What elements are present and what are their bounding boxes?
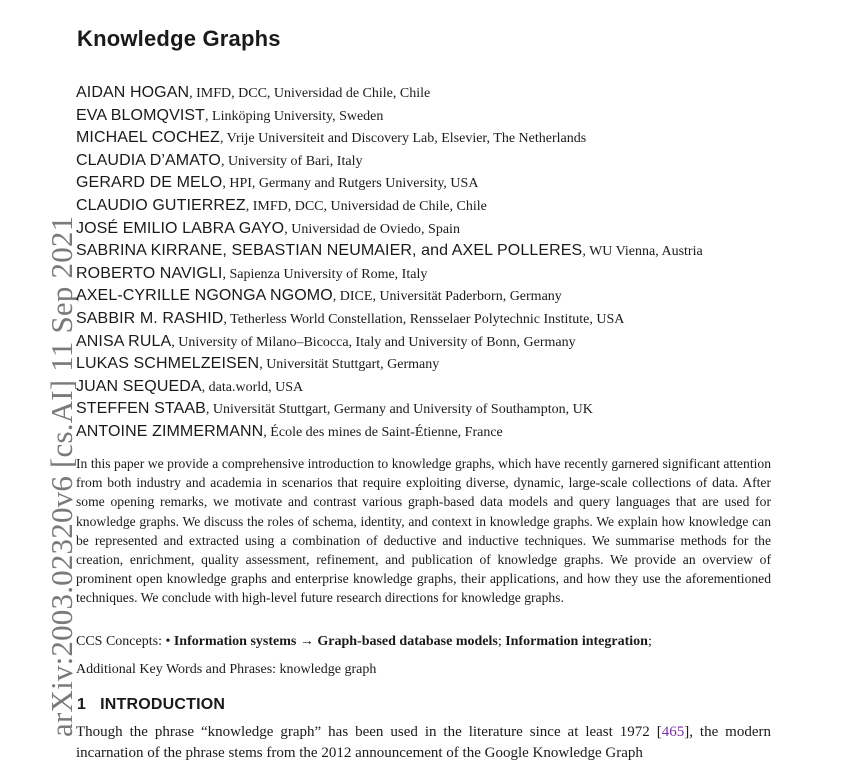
ccs-separator: ; [497, 634, 506, 649]
author-name: ANISA RULA [76, 332, 172, 350]
author-name: JUAN SEQUEDA [76, 377, 202, 395]
author-affiliation: , HPI, Germany and Rutgers University, USA [222, 176, 479, 192]
author-affiliation: , IMFD, DCC, Universidad de Chile, Chile [189, 86, 431, 101]
author-name: EVA BLOMQVIST [76, 106, 206, 124]
paper-title: Knowledge Graphs [77, 26, 281, 51]
author-affiliation: , École des mines de Saint-Étienne, France [263, 424, 503, 440]
author-line [76, 150, 796, 173]
author-affiliation: , DICE, Universität Paderborn, Germany [332, 289, 562, 305]
author-affiliation: , Tetherless World Constellation, Rensselaer Polytechnic Institute, USA [223, 311, 625, 327]
author-affiliation: , University of Milano–Bicocca, Italy and University of Bonn, Germany [171, 334, 576, 350]
author-line [76, 82, 796, 105]
section-title: INTRODUCTION [100, 696, 226, 713]
intro-paragraph [76, 722, 771, 764]
author-line [76, 240, 796, 263]
author-list [76, 82, 796, 444]
abstract: In this paper we provide a comprehensive introduction to knowledge graphs, which have recently garnered significant attention from both industry and academia in scenarios that require exploiting diverse, dynamic, large-scale collections of data. After some opening remarks, we motivate and contrast various graph-based data models and query languages that are used for knowledge graphs. We discuss the roles of schema, identity, and context in knowledge graphs. We explain how knowledge can be represented and extracted using a combination of deductive and inductive techniques. We summarise methods for the creation, enrichment, quality assessment, refinement, and publication of knowledge graphs. We provide an overview of prominent open knowledge graphs and enterprise knowledge graphs, their applications, and how they use the aforementioned techniques. We conclude with high-level future research directions for knowledge graphs. [76, 456, 771, 606]
author-line [76, 308, 796, 331]
section-heading-introduction [77, 696, 225, 714]
author-affiliation: , IMFD, DCC, Universidad de Chile, Chile [245, 198, 487, 214]
author-affiliation: , data.world, USA [201, 379, 304, 395]
keywords: Additional Key Words and Phrases: knowledge graph [76, 662, 377, 677]
intro-text-end: ], the modern incarnation of the phrase stems from the 2012 announcement of the Google Knowledge Graph [76, 724, 772, 761]
author-affiliation: , University of Bari, Italy [220, 153, 363, 169]
author-line [76, 127, 796, 150]
author-affiliation: , Linköping University, Sweden [205, 108, 384, 124]
author-affiliation: , Universidad de Oviedo, Spain [284, 221, 460, 237]
author-name: SABRINA KIRRANE, SEBASTIAN NEUMAIER, and AXEL POLLERES [76, 242, 583, 260]
arxiv-sidebar [0, 0, 79, 749]
author-affiliation: , Universität Stuttgart, Germany [259, 357, 440, 373]
author-affiliation: , Sapienza University of Rome, Italy [222, 266, 428, 282]
ccs-prefix: CCS Concepts: • [76, 634, 174, 649]
author-name: MICHAEL COCHEZ [76, 129, 220, 147]
author-name: CLAUDIA D’AMATO [76, 151, 221, 169]
author-line [76, 285, 796, 308]
author-line [76, 331, 796, 354]
author-line [76, 218, 796, 241]
author-line [76, 105, 796, 128]
ccs-concept-information-integration: Information integration [505, 634, 648, 649]
author-name: GERARD DE MELO [76, 174, 223, 192]
author-name: ANTOINE ZIMMERMANN [76, 422, 264, 440]
ccs-concepts [76, 634, 652, 650]
citation-link[interactable]: 465 [661, 724, 685, 740]
author-name: STEFFEN STAAB [76, 400, 206, 418]
author-line [76, 398, 796, 421]
author-line [76, 353, 796, 376]
author-affiliation: , Vrije Universiteit and Discovery Lab, Elsevier, The Netherlands [219, 131, 587, 147]
author-name: JOSÉ EMILIO LABRA GAYO [76, 219, 285, 237]
author-affiliation: , Universität Stuttgart, Germany and University of Southampton, UK [205, 402, 593, 418]
author-line [76, 195, 796, 218]
author-name: ROBERTO NAVIGLI [76, 264, 223, 282]
author-name: CLAUDIO GUTIERREZ [76, 196, 246, 214]
author-line [76, 172, 796, 195]
author-name: AIDAN HOGAN [76, 84, 190, 101]
author-line [76, 263, 796, 286]
author-line [76, 421, 796, 444]
author-affiliation: , WU Vienna, Austria [582, 244, 703, 260]
author-name: SABBIR M. RASHID [76, 309, 224, 327]
section-number: 1 [77, 696, 87, 713]
intro-text-start: Though the phrase “knowledge graph” has been used in the literature since at least 1972 [ [76, 724, 662, 740]
author-name: AXEL-CYRILLE NGONGA NGOMO [76, 287, 333, 305]
author-line [76, 376, 796, 399]
ccs-suffix: ; [647, 634, 652, 649]
author-name: LUKAS SCHMELZEISEN [76, 355, 260, 373]
ccs-concept-graph-database: Information systems → Graph-based database models [173, 634, 498, 649]
arxiv-identifier: arXiv:2003.02320v6 [cs.AI] 11 Sep 2021 [44, 215, 79, 737]
